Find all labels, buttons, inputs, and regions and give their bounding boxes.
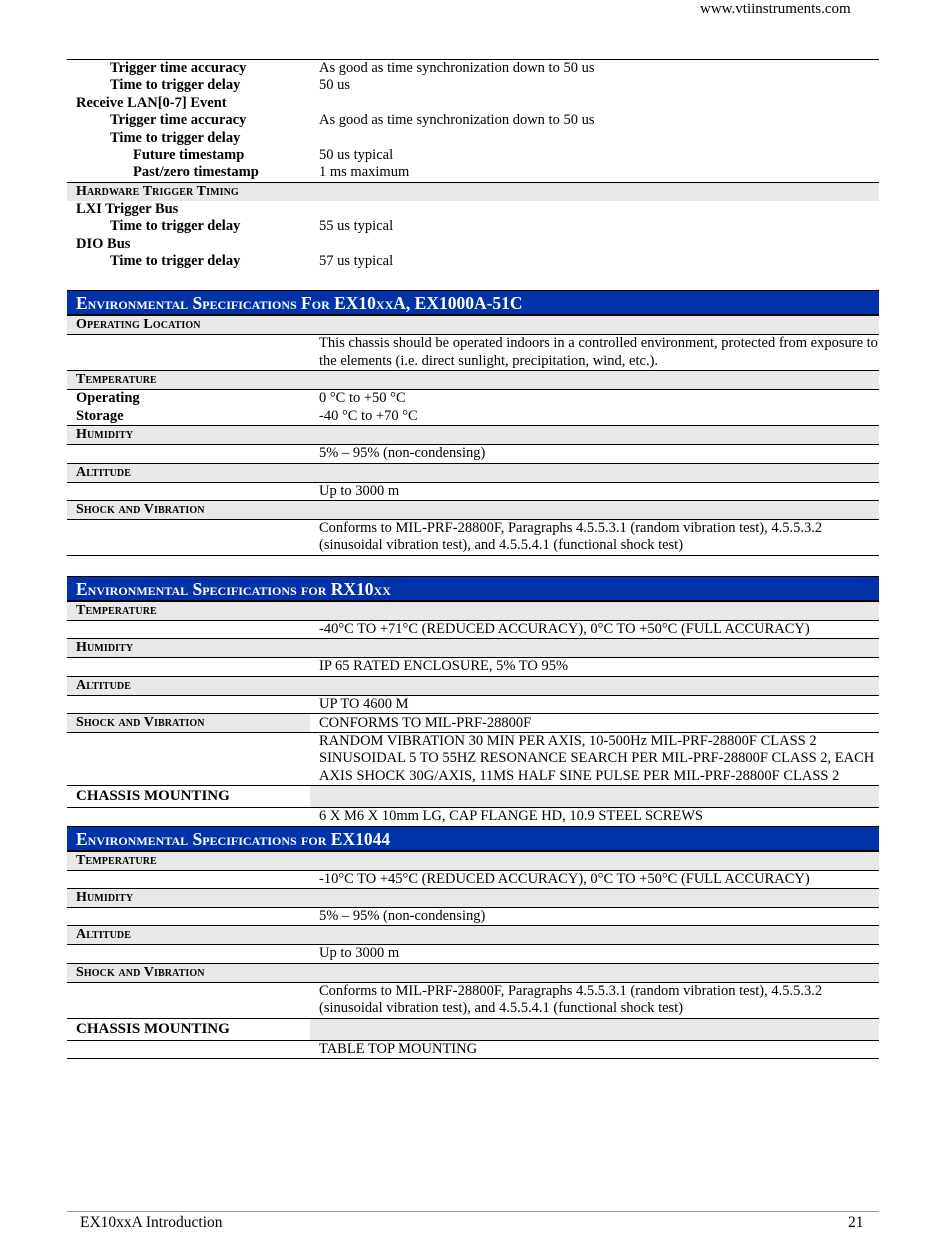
chassis-mounting-row [67, 808, 879, 826]
timing-row [67, 253, 879, 270]
env-ex1044-table [67, 851, 879, 1059]
timing-value: 50 us [319, 77, 351, 94]
humidity-header: Humidity [67, 426, 879, 445]
altitude-value: UP TO 4600 M [310, 695, 879, 713]
timing-row [67, 95, 879, 112]
timing-row [67, 130, 879, 147]
timing-label: Time to trigger delay [110, 77, 241, 94]
timing-row [67, 60, 879, 78]
footer-title: EX10xxA Introduction [80, 1214, 223, 1231]
timing-label: Trigger time accuracy [110, 112, 247, 129]
altitude-row [67, 695, 879, 713]
timing-row [67, 112, 879, 129]
shock-vibration-row [67, 982, 879, 1018]
temperature-storage-row [67, 408, 879, 426]
temperature-header: Temperature [67, 371, 879, 390]
timing-value [310, 130, 879, 147]
humidity-row [67, 907, 879, 925]
timing-row [67, 218, 879, 235]
chassis-mounting-row [67, 1040, 879, 1058]
page-number: 21 [848, 1214, 864, 1231]
chassis-mounting-value: 6 X M6 X 10mm LG, CAP FLANGE HD, 10.9 STEEL SCREWS [319, 808, 703, 825]
humidity-value: 5% – 95% (non-condensing) [310, 445, 879, 463]
chassis-mounting-header: CHASSIS MOUNTING [67, 1018, 879, 1040]
spec-area [67, 59, 879, 1059]
chassis-mounting-value: TABLE TOP MOUNTING [310, 1040, 879, 1058]
shock-vibration-value: Conforms to MIL-PRF-28800F, Paragraphs 4.5.5.3.1 (random vibration test), 4.5.5.3.2 (sinusoidal vibration test), and 4.5.5.4.1 (functional shock test) [310, 982, 879, 1018]
shock-vibration-value: Conforms to MIL-PRF-28800F, Paragraphs 4.5.5.3.1 (random vibration test), 4.5.5.3.2 (sinusoidal vibration test), and 4.5.5.4.1 (functional shock test) [310, 519, 879, 555]
temperature-operating-row [67, 390, 879, 408]
chassis-mounting-header: CHASSIS MOUNTING [67, 786, 879, 808]
timing-value [310, 201, 879, 218]
altitude-header: Altitude [67, 676, 879, 695]
timing-label: DIO Bus [76, 235, 131, 252]
temperature-operating-label: Operating [76, 390, 140, 407]
operating-location-row [67, 335, 879, 371]
humidity-row [67, 658, 879, 676]
timing-label: Receive LAN[0-7] Event [76, 94, 227, 111]
shock-vibration-detail: RANDOM VIBRATION 30 MIN PER AXIS, 10-500Hz MIL-PRF-28800F CLASS 2 SINUSOIDAL 5 TO 55HZ RESONANCE SEARCH PER MIL-PRF-28800F CLASS 2, EACH AXIS SHOCK 30G/AXIS, 11MS HALF SINE PULSE PER MIL-PRF-28800F CLASS 2 [310, 732, 879, 785]
altitude-value: Up to 3000 m [310, 945, 879, 963]
shock-vibration-header: Shock and Vibration [67, 500, 879, 519]
temperature-header: Temperature [67, 851, 879, 870]
timing-value: 50 us typical [319, 147, 394, 164]
timing-value [310, 236, 879, 253]
shock-vibration-header: Shock and Vibration [67, 963, 879, 982]
temperature-row [67, 870, 879, 888]
temperature-operating-value: 0 °C to +50 °C [319, 390, 406, 407]
header-url[interactable]: www.vtiinstruments.com [700, 1, 851, 17]
humidity-header: Humidity [67, 639, 879, 658]
operating-location-header: Operating Location [67, 316, 879, 335]
timing-label: Time to trigger delay [110, 129, 241, 146]
timing-label: Past/zero timestamp [133, 164, 259, 181]
shock-vibration-row [67, 519, 879, 555]
env-rx10xx-table [67, 601, 879, 826]
shock-vibration-value: CONFORMS TO MIL-PRF-28800F [310, 713, 879, 732]
timing-value: As good as time synchronization down to 50 us [319, 60, 595, 76]
humidity-value: 5% – 95% (non-condensing) [310, 907, 879, 925]
altitude-row [67, 482, 879, 500]
temperature-value: -10°C TO +45°C (REDUCED ACCURACY), 0°C TO +50°C (FULL ACCURACY) [310, 870, 879, 888]
env-ex10xxa-table [67, 315, 879, 555]
temperature-header: Temperature [67, 601, 879, 620]
altitude-row [67, 945, 879, 963]
humidity-value: IP 65 RATED ENCLOSURE, 5% TO 95% [310, 658, 879, 676]
section-gap [67, 270, 879, 290]
timing-row [67, 236, 879, 253]
humidity-row [67, 445, 879, 463]
timing-value: 57 us typical [319, 253, 394, 270]
temperature-value: -40°C TO +71°C (REDUCED ACCURACY), 0°C TO +50°C (FULL ACCURACY) [310, 620, 879, 638]
shock-vibration-detail-row [67, 732, 879, 785]
altitude-value: Up to 3000 m [310, 482, 879, 500]
timing-value: 55 us typical [319, 218, 394, 235]
humidity-header: Humidity [67, 888, 879, 907]
temperature-storage-value: -40 °C to +70 °C [310, 408, 879, 426]
env-ex10xxa-title: Environmental Specifications For EX10xxA, EX1000A-51C [67, 290, 879, 315]
timing-value: As good as time synchronization down to 50 us [319, 112, 595, 129]
timing-label: LXI Trigger Bus [76, 200, 179, 217]
altitude-header: Altitude [67, 926, 879, 945]
timing-label: Time to trigger delay [110, 253, 241, 270]
env-ex1044-title: Environmental Specifications for EX1044 [67, 826, 879, 851]
timing-row [67, 77, 879, 94]
operating-location-value: This chassis should be operated indoors in a controlled environment, protected from exposure to the elements (i.e. direct sunlight, precipitation, wind, etc.). [310, 335, 879, 371]
section-gap [67, 556, 879, 576]
timing-row [67, 147, 879, 164]
footer-divider [67, 1211, 879, 1212]
timing-label: Time to trigger delay [110, 218, 241, 235]
timing-label: Future timestamp [133, 147, 245, 164]
timing-table [67, 59, 879, 270]
env-rx10xx-title: Environmental Specifications for RX10xx [67, 576, 879, 601]
timing-label: Trigger time accuracy [110, 60, 247, 76]
timing-value: 1 ms maximum [319, 164, 410, 181]
temperature-row [67, 620, 879, 638]
altitude-header: Altitude [67, 463, 879, 482]
timing-value [310, 95, 879, 112]
timing-row [67, 201, 879, 218]
shock-vibration-header: Shock and Vibration CONFORMS TO MIL-PRF-28800F [67, 713, 879, 732]
hardware-trigger-timing-header: Hardware Trigger Timing [67, 182, 879, 201]
timing-row [67, 164, 879, 182]
temperature-storage-label: Storage [67, 408, 310, 426]
